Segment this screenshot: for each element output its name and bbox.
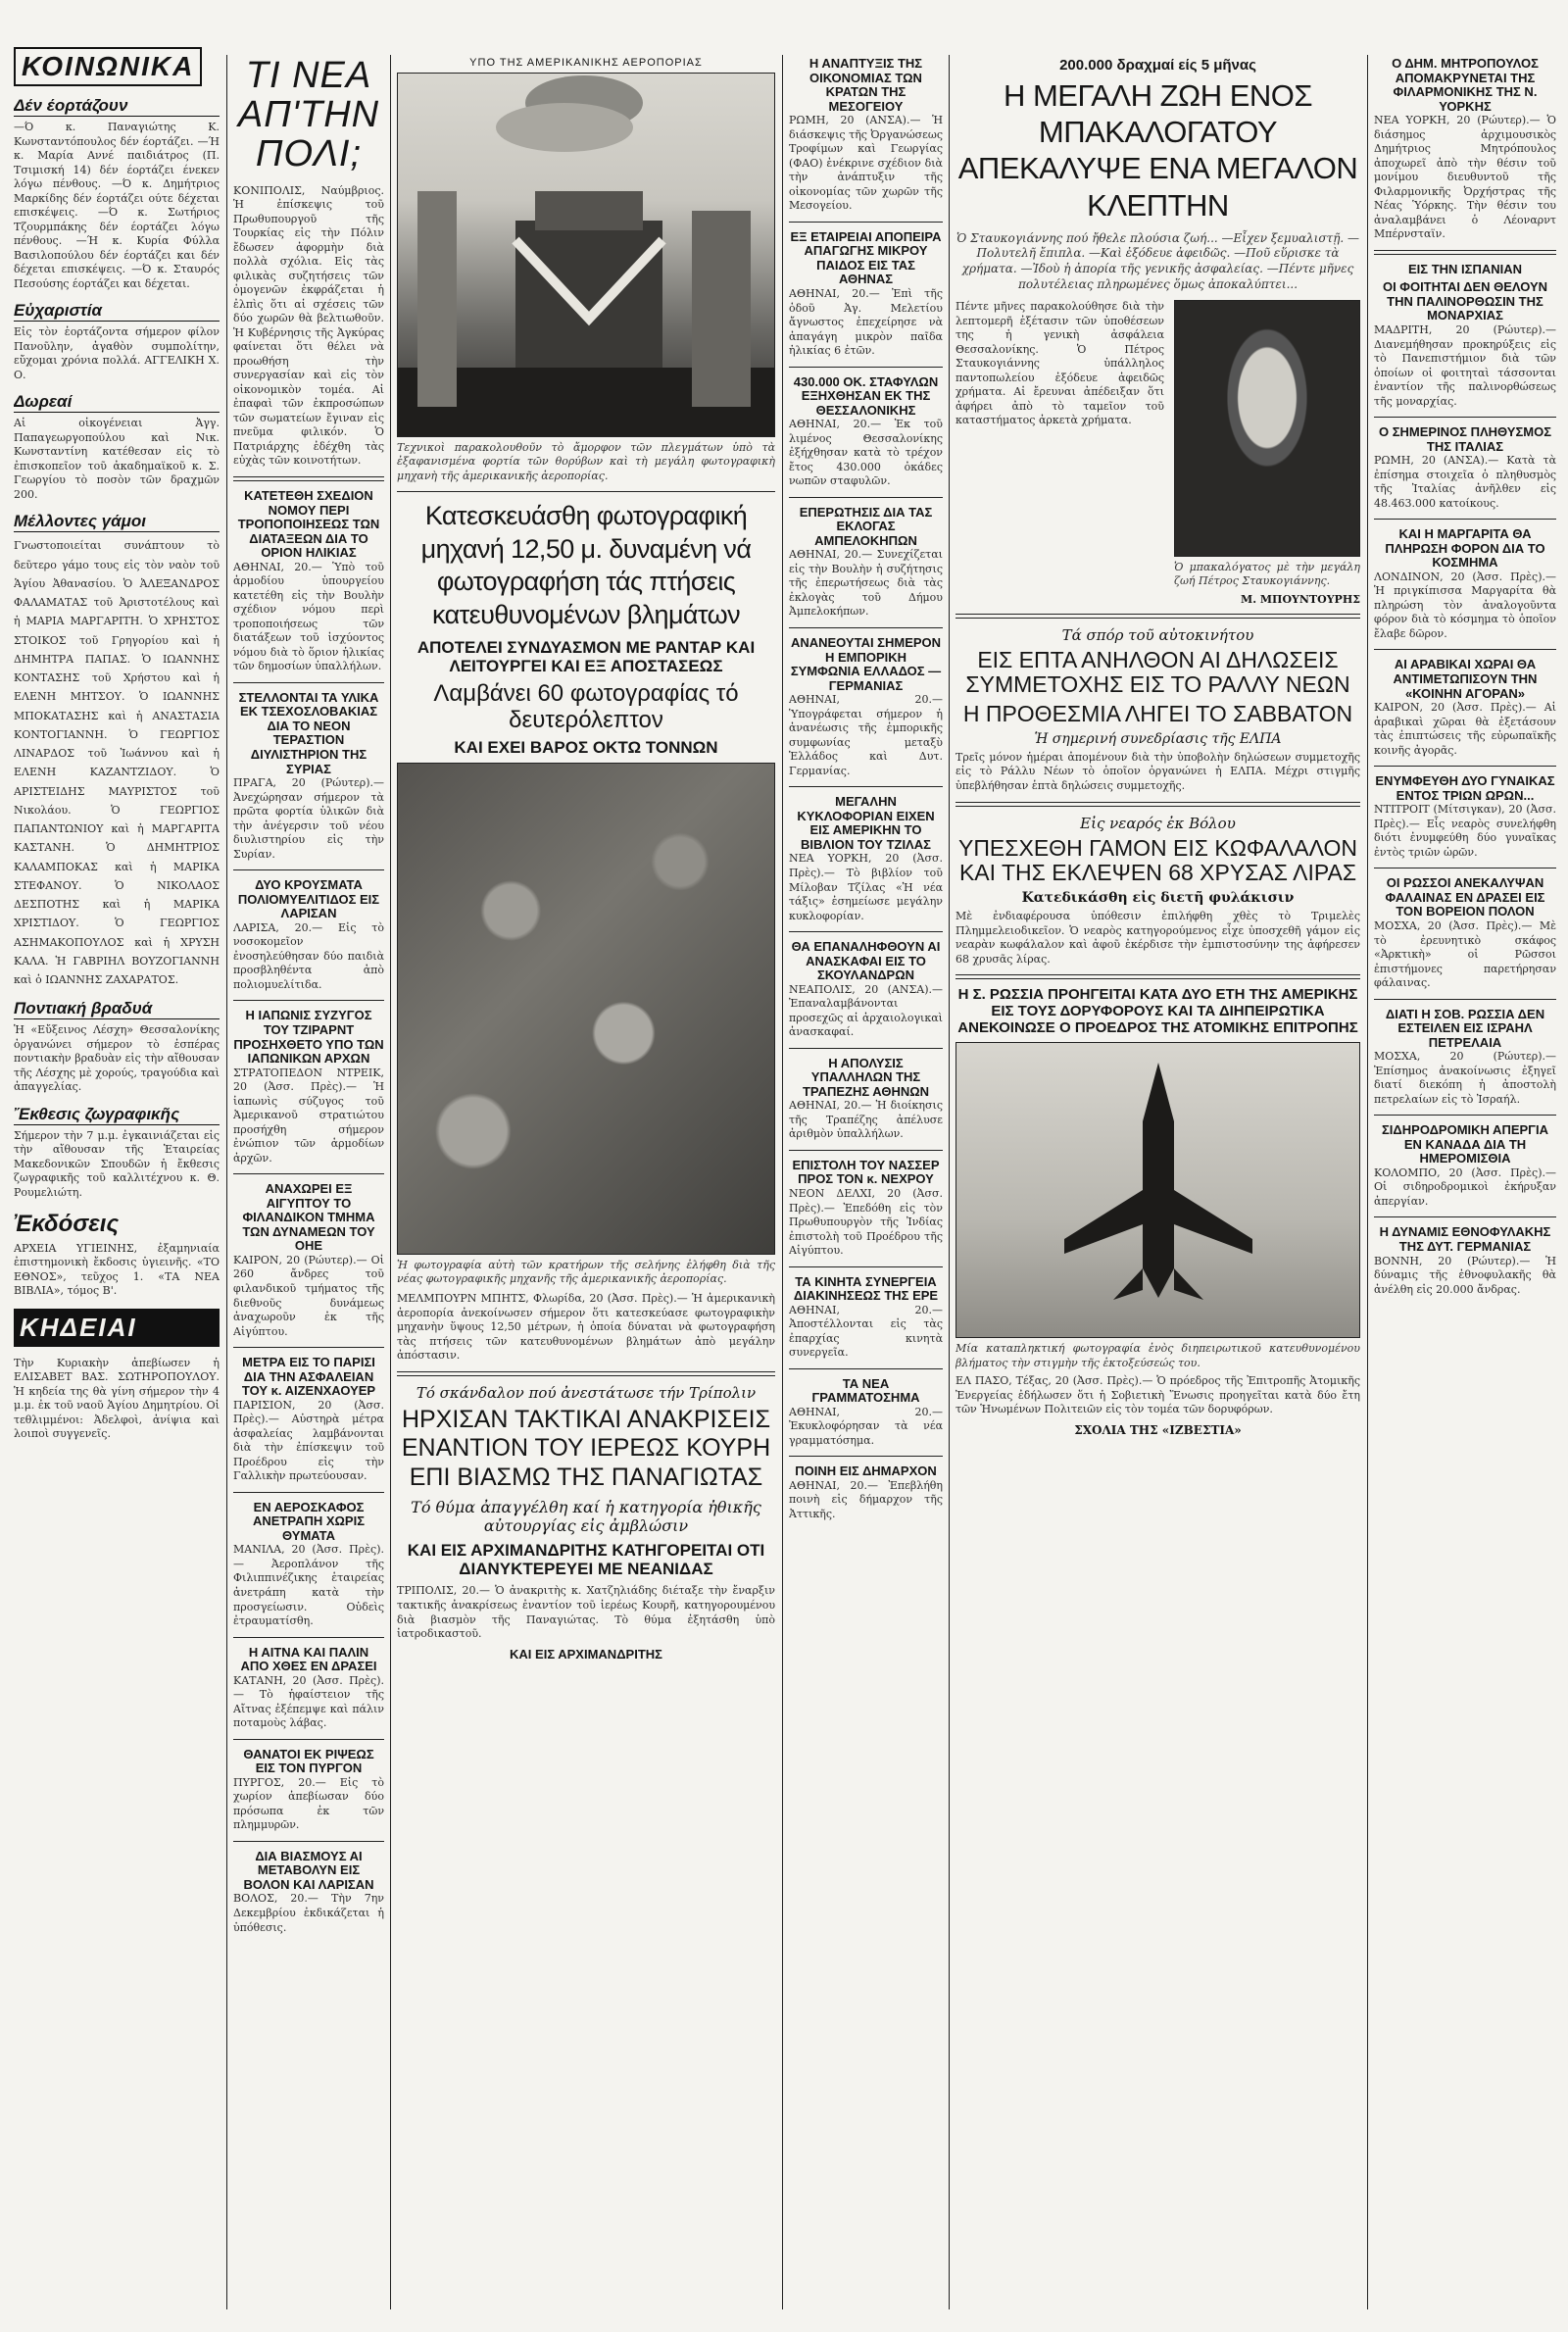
headline-syria-refinery: ΣΤΕΛΛΟΝΤΑΙ ΤΑ ΥΛΙΚΑ ΕΚ ΤΣΕΧΟΣΛΟΒΑΚΙΑΣ ΔΙΑ ΤΟ ΝΕΟΝ ΤΕΡΑΣΤΙΟΝ ΔΙΥΛΙΣΤΗΡΙΟΝ ΤΗΣ ΣΥΡΙΑΣ: [238, 689, 379, 776]
headline-whales: ΟΙ ΡΩΣΣΟΙ ΑΝΕΚΑΛΥΨΑΝ ΦΑΛΑΙΝΑΣ ΕΝ ΔΡΑΣΕΙ ΕΙΣ ΤΟΝ ΒΟΡΕΙΟΝ ΠΟΛΟΝ: [1385, 875, 1545, 919]
kicker-volos-youth: Εἰς νεαρός ἐκ Βόλου: [1080, 814, 1236, 832]
kicker-car-sports: Τά σπόρ τοῦ αὐτοκινήτου: [1061, 625, 1254, 644]
text-israel-oil: ΜΟΣΧΑ, 20 (Ρώυτερ).— Ἐπίσημος ἀνακοίνωσις ἐξηγεῖ διατί διεκόπη ἡ ἀποστολὴ πετρελαίων εἰς τὸ Ἰσραήλ.: [1374, 1050, 1556, 1106]
text-law-draft: ΑΘΗΝΑΙ, 20.— Ὑπὸ τοῦ ἁρμοδίου ὑπουργείου κατετέθη εἰς τὴν Βουλὴν σχέδιον νόμου περὶ τροποποιήσεως τῶν διατάξεων τοῦ ἰσχύοντος νόμου διὰ τὸ ὅριον ἡλικίας τῶν δημοσίων ὑπαλλήλων.: [233, 560, 384, 673]
headline-gold-sovereigns: ΥΠΕΣΧΕΘΗ ΓΑΜΟΝ ΕΙΣ ΚΩΦΑΛΑΛΟΝ ΚΑΙ ΤΗΣ ΕΚΛΕΨΕΝ 68 ΧΡΥΣΑΣ ΛΙΡΑΣ: [957, 834, 1357, 886]
subhead-donations: Δωρεαί: [14, 392, 220, 413]
caption-camera: Τεχνικοὶ παρακολουθοῦν τὸ ἄμορφον τῶν πλεγμάτων ὑπὸ τὰ ἐξαφανισμένα φορτία τῶν θορύβων καὶ τὴ μεγάλη φωτογραφικὴ μηχανὴ τῆς ἀμερικανικῆς ἀεροπορίας.: [397, 441, 775, 482]
text-no-celebration: —Ό κ. Παναγιώτης Κ. Κωνσταντόπουλος δέν έορτάζει. —Ή κ. Μαρία Αννέ παιδιάτρος (Π. Τσιμισκή 14) δέν έορτάζει ένεκεν λόγω πένθους. —Ό κ. Δημήτριος Μαρκίδης δέν έορτάζει ούτε δέχεται επισκέψεις. —Ό κ. Σωτήριος Τζουρμπάκης δέν έορτάζει λόγω πένθους. —Ή κ. Κυρία Φύλλα Βασιλοπούλου δέν έορτάζει και δέν δέχεται επισκέψεις. —Ό κ. Σταυρός Πεσούσης έορτάζει και δέχεται.: [14, 121, 220, 290]
subhead-sentenced: Κατεδικάσθη εἰς διετῆ φυλάκισιν: [1021, 890, 1295, 907]
headline-mediterranean: Η ΑΝΑΠΤΥΞΙΣ ΤΗΣ ΟΙΚΟΝΟΜΙΑΣ ΤΩΝ ΚΡΑΤΩΝ ΤΗΣ ΜΕΣΟΓΕΙΟΥ: [808, 57, 923, 114]
headline-excavations: ΘΑ ΕΠΑΝΑΛΗΦΘΟΥΝ ΑΙ ΑΝΑΣΚΑΦΑΙ ΕΙΣ ΤΟ ΣΚΟΥΛΑΝΔΡΩΝ: [791, 939, 941, 983]
headline-national-guard: Η ΔΥΝΑΜΙΣ ΕΘΝΟΦΥΛΑΚΗΣ ΤΗΣ ΔΥΤ. ΓΕΡΜΑΝΙΑΣ: [1379, 1224, 1551, 1254]
text-mitropoulos: ΝΕΑ ΥΟΡΚΗ, 20 (Ρώυτερ).— Ὁ διάσημος ἀρχιμουσικὸς Δημήτριος Μητρόπουλος ἀποχωρεῖ ἀπὸ τὴν θέσιν τοῦ μονίμου διευθυντοῦ τῆς Φιλαρμονικῆς Ὀρχήστρας τῆς Νέας Ὑόρκης. Τὴν θέσιν του ἀναλαμβάνει ὁ Λέοναρντ Μπέρνσταϊν.: [1374, 114, 1556, 241]
headline-paris-security: ΜΕΤΡΑ ΕΙΣ ΤΟ ΠΑΡΙΣΙ ΔΙΑ ΤΗΝ ΑΣΦΑΛΕΙΑΝ ΤΟΥ κ. ΑΙΖΕΝΧΑΟΥΕΡ: [241, 1355, 376, 1399]
headline-japanese-wife: Η ΙΑΠΩΝΙΣ ΣΥΖΥΓΟΣ ΤΟΥ ΤΖΙΡΑΡΝΤ ΠΡΟΣΗΧΘΕΤΟ ΥΠΟ ΤΩΝ ΙΑΠΩΝΙΚΩΝ ΑΡΧΩΝ: [233, 1008, 384, 1067]
text-abduction: ΑΘΗΝΑΙ, 20.— Ἐπὶ τῆς ὁδοῦ Ἀγ. Μελετίου ἄγνωστος ἐπεχείρησε νὰ ἀπαγάγη μικρὸν παῖδα ἡλικίας 6 ἐτῶν.: [789, 286, 943, 358]
text-thanks: Εἰς τὸν ἑορτάζοντα σήμερον φίλον Πανοῦλην, ἀγαθὸν συμπολίτην, εὔχομαι χρόνια πολλά. ΑΓΓΕΛΙΚΗ Χ. Ο.: [14, 325, 220, 381]
headline-60-photos: Λαμβάνει 60 φωτογραφίας τό δευτερόλεπτον: [433, 679, 739, 733]
text-whales: ΜΟΣΧΑ, 20 (Ἀσσ. Πρὲς).— Μὲ τὸ ἐρευνητικὸ σκάφος «Ἀρκτικὴ» οἱ Ρῶσσοι ἐπιστήμονες παρετήρησαν φάλαινας.: [1374, 918, 1556, 990]
text-trade-agreement: ΑΘΗΝΑΙ, 20.— Ὑπογράφεται σήμερον ἡ ἀνανέωσις τῆς ἐμπορικῆς συμφωνίας μεταξὺ Ἑλλάδος καὶ Δυτ. Γερμανίας.: [789, 693, 943, 777]
headline-rail-strike: ΣΙΔΗΡΟΔΡΟΜΙΚΗ ΑΠΕΡΓΙΑ ΕΝ ΚΑΝΑΔΑ ΔΙΑ ΤΗ ΗΜΕΡΟΜΙΣΘΙΑ: [1382, 1122, 1548, 1166]
photo-moon-craters: [397, 763, 775, 1255]
text-aircraft: ΜΑΝΙΛΑ, 20 (Ἀσσ. Πρὲς).— Ἀεροπλάνον τῆς Φιλιππινέζικης ἑταιρείας ἀνετράπη κατὰ τὴν προσγείωσιν. Οὐδεὶς ἐτραυματίσθη.: [233, 1543, 384, 1628]
headline-polio-larisa: ΔΥΟ ΚΡΟΥΣΜΑΤΑ ΠΟΛΙΟΜΥΕΛΙΤΙΔΟΣ ΕΙΣ ΛΑΡΙΣΑΝ: [237, 877, 380, 921]
feature-title-city: ΤΙ ΝΕΑ ΑΠ'ΤΗΝ ΠΟΛΙ;: [237, 57, 380, 174]
headline-priest-investigation: ΗΡΧΙΣΑΝ ΤΑΚΤΙΚΑΙ ΑΝΑΚΡΙΣΕΙΣ ΕΝΑΝΤΙΟΝ ΤΟΥ ΙΕΡΕΩΣ ΚΟΥΡΗ ΕΠΙ ΒΙΑΣΜΩ ΤΗΣ ΠΑΝΑΓΙΩΤΑΣ: [401, 1405, 771, 1491]
kicker-200000: 200.000 δραχμαί είς 5 μῆνας: [1059, 57, 1256, 74]
headline-archimandrite: ΚΑΙ ΕΙΣ ΑΡΧΙΜΑΝΔΡΙΤΗΣ ΚΑΤΗΓΟΡΕΙΤΑΙ ΟΤΙ ΔΙΑΝΥΚΤΕΡΕΥΕΙ ΜΕ ΝΕΑΝΙΔΑΣ: [407, 1541, 765, 1579]
headline-volos: ΔΙΑ ΒΙΑΣΜΟΥΣ ΑΙ ΜΕΤΑΒΟΛΥΝ ΕΙΣ ΒΟΛΟΝ ΚΑΙ ΛΑΡΙΣΑΝ: [243, 1848, 374, 1892]
headline-weight: ΚΑΙ ΕΧΕΙ ΒΑΡΟΣ ΟΚΤΩ ΤΟΝΝΩΝ: [454, 737, 718, 757]
column-briefs-left: [233, 57, 384, 2321]
text-pyrgos: ΠΥΡΓΟΣ, 20.— Εἰς τὸ χωρίον ἀπεβίωσαν δύο πρόσωπα ἐκ τῶν πλημμυρῶν.: [233, 1775, 384, 1832]
text-mobile-units: ΑΘΗΝΑΙ, 20.— Ἀποστέλλονται εἰς τὰς ἐπαρχίας κινητὰ συνεργεῖα.: [789, 1303, 943, 1360]
headline-etna: Η ΑΙΤΝΑ ΚΑΙ ΠΑΛΙΝ ΑΠΟ ΧΘΕΣ ΕΝ ΔΡΑΣΕΙ: [240, 1644, 377, 1674]
headline-mobile-units: ΤΑ ΚΙΝΗΤΑ ΣΥΝΕΡΓΕΙΑ ΔΙΑΚΙΝΗΣΕΩΣ ΤΗΣ ΕΡΕ: [793, 1273, 939, 1304]
subhead-elpa: Ἡ σημερινή συνεδρίασις τῆς ΕΛΠΑ: [1034, 730, 1282, 747]
text-polio-larisa: ΛΑΡΙΣΑ, 20.— Εἰς τὸ νοσοκομεῖον ἐνοσηλεύθησαν δύο παιδιὰ προσβληθέντα ἀπὸ πολιομυελίτιδα.: [233, 920, 384, 991]
headline-deadline: Η ΠΡΟΘΕΣΜΙΑ ΛΗΓΕΙ ΤΟ ΣΑΒΒΑΤΟΝ: [962, 701, 1353, 727]
headline-stamps: ΤΑ ΝΕΑ ΓΡΑΜΜΑΤΟΣΗΜΑ: [811, 1375, 920, 1406]
text-stamps: ΑΘΗΝΑΙ, 20.— Ἐκυκλοφόρησαν τὰ νέα γραμματόσημα.: [789, 1405, 943, 1447]
text-russia-ahead: ΕΛ ΠΑΣΟ, Τέξας, 20 (Ἀσσ. Πρὲς).— Ὁ πρόεδρος τῆς Ἐπιτροπῆς Ἀτομικῆς Ἐνεργείας ἐδήλωσεν ὅτι ἡ Σοβιετικὴ Ἕνωσις προηγεῖται κατὰ δύο ἔτη τῶν Ἡνωμένων Πολιτειῶν εἰς τὸν τομέα τῶν δορυφόρων.: [956, 1374, 1360, 1416]
text-national-guard: ΒΟΝΝΗ, 20 (Ρώυτερ).— Ἡ δύναμις τῆς ἐθνοφυλακῆς θὰ ἀνέλθη εἰς 20.000 ἄνδρας.: [1374, 1254, 1556, 1296]
headline-camera: Κατεσκευάσθη φωτογραφική μηχανή 12,50 μ. δυναμένη νά φωτογραφήση τάς πτήσεις κατευθυνομένων βλημάτων: [420, 500, 752, 630]
text-rail-strike: ΚΟΛΟΜΠΟ, 20 (Ἀσσ. Πρὲς).— Οἱ σιδηροδρομικοὶ ἐκήρυξαν ἀπεργίαν.: [1374, 1166, 1556, 1208]
headline-abduction: ΕΞ ΕΤΑΙΡΕΙΑΙ ΑΠΟΠΕΙΡΑ ΑΠΑΓΩΓΗΣ ΜΙΚΡΟΥ ΠΑΙΔΟΣ ΕΙΣ ΤΑΣ ΑΘΗΝΑΣ: [790, 228, 942, 287]
headline-law-draft: ΚΑΤΕΤΕΘΗ ΣΧΕΔΙΟΝ ΝΟΜΟΥ ΠΕΡΙ ΤΡΟΠΟΠΟΙΗΣΕΩΣ ΤΩΝ ΔΙΑΤΑΞΕΩΝ ΔΙΑ ΤΟ ΟΡΙΟΝ ΗΛΙΚΙΑΣ: [237, 487, 380, 561]
text-mediterranean: ΡΩΜΗ, 20 (ΑΝΣΑ).— Ἡ διάσκεψις τῆς Ὀργανώσεως Τροφίμων καὶ Γεωργίας (ΦΑΟ) ἐνέκρινε σχέδιον διὰ τὴν ἀνάπτυξιν τῆς οἰκονομίας τῶν χωρῶν τῆς Μεσογείου.: [789, 114, 943, 213]
camera-illustration: [398, 74, 775, 436]
text-excavations: ΝΕΑΠΟΛΙΣ, 20 (ΑΝΣΑ).— Ἐπαναλαμβάνονται προσεχῶς αἱ ἀρχαιολογικαὶ ἀνασκαφαί.: [789, 982, 943, 1039]
headline-two-wives: ΕΝΥΜΦΕΥΘΗ ΔΥΟ ΓΥΝΑΙΚΑΣ ΕΝΤΟΣ ΤΡΙΩΝ ΩΡΩΝ...: [1375, 773, 1555, 803]
missile-illustration: [956, 1043, 1360, 1337]
column-world-briefs: [1374, 57, 1556, 2321]
text-grapes: ΑΘΗΝΑΙ, 20.— Ἐκ τοῦ λιμένος Θεσσαλονίκης ἐξήχθησαν κατὰ τὸ τρέχον ἔτος 430.000 ὀκάδες νωπῶν σταφυλῶν.: [789, 418, 943, 488]
text-gold-sovereigns: Μὲ ἐνδιαφέρουσα ὑπόθεσιν ἐπιλήφθη χθὲς τὸ Τριμελὲς Πλημμελειοδικεῖον. Ὁ νεαρὸς κατηγορούμενος εἶχε ὑποσχεθῆ γάμον εἰς νεαρὰν κωφάλαλον καὶ ἀφοῦ ἐκέρδισε τὴν ἐμπιστοσύνην της ἀφήρεσεν 68 χρυσᾶς λίρας.: [956, 910, 1360, 966]
headline-radar: ΑΠΟΤΕΛΕΙ ΣΥΝΔΥΑΣΜΟΝ ΜΕ ΡΑΝΤΑΡ ΚΑΙ ΛΕΙΤΟΥΡΓΕΙ ΚΑΙ ΕΞ ΑΠΟΣΤΑΣΕΩΣ: [416, 637, 756, 675]
headline-mitropoulos: Ο ΔΗΜ. ΜΗΤΡΟΠΟΥΛΟΣ ΑΠΟΜΑΚΡΥΝΕΤΑΙ ΤΗΣ ΦΙΛΑΡΜΟΝΙΚΗΣ ΤΗΣ Ν. ΥΟΡΚΗΣ: [1392, 57, 1539, 114]
text-elections: ΑΘΗΝΑΙ, 20.— Συνεχίζεται εἰς τὴν Βουλὴν ἡ συζήτησις τῆς ἐπερωτήσεως διὰ τὰς ἐκλογὰς τοῦ Δήμου Ἀμπελοκήπων.: [789, 548, 943, 619]
subhead-thanks: Εὐχαριστία: [14, 301, 220, 322]
text-priest-story: ΤΡΙΠΟΛΙΣ, 20.— Ὁ ἀνακριτὴς κ. Χατζηλιάδης διέταξε τὴν ἔναρξιν τακτικῆς ἀνακρίσεως ἐναντίον τοῦ ἱερέως Κουρῆ, κατηγορουμένου διὰ βιασμὸν τῆς Παναγιώτας. Τὸ θύμα ἐξητάσθη ὑπὸ ἰατροδικαστοῦ.: [397, 1584, 775, 1641]
subhead-exhibition: Ἔκθεσις ζωγραφικῆς: [14, 1105, 220, 1125]
text-pontic-evening: Ἡ «Εὔξεινος Λέσχη» Θεσσαλονίκης ὀργανώνει σήμερον τὸ ἑσπέρας ποντιακὴν βραδυὰν εἰς τὴν αἴθουσαν τῆς Λέσχης μὲ χορούς, τραγούδια καὶ ἀπαγγελίας.: [14, 1023, 220, 1094]
text-funerals: Τὴν Κυριακὴν ἀπεβίωσεν ἡ ΕΛΙΣΑΒΕΤ ΒΑΣ. ΣΩΤΗΡΟΠΟΥΛΟΥ. Ἡ κηδεία της θὰ γίνη σήμερον τὴν 4 μ.μ. ἐκ τοῦ ναοῦ Ἁγίου Δημητρίου. Οἱ τεθλιμμένοι: Ἀδελφοὶ, ἀνίψια καὶ λοιποὶ συγγενεῖς.: [14, 1356, 220, 1441]
column-briefs-mid: [789, 57, 943, 2321]
column-grocer-story: [956, 57, 1360, 2321]
headline-russia-ahead: Η Σ. ΡΩΣΣΙΑ ΠΡΟΗΓΕΙΤΑΙ ΚΑΤΑ ΔΥΟ ΕΤΗ ΤΗΣ ΑΜΕΡΙΚΗΣ ΕΙΣ ΤΟΥΣ ΔΟΡΥΦΟΡΟΥΣ ΚΑΙ ΤΑ ΔΙΗΠΕΙΡΩΤΙΚΑ ΑΝΕΚΟΙΝΩΣΕ Ο ΠΡΟΕΔΡΟΣ ΤΗΣ ΑΤΟΜΙΚΗΣ ΕΠΙΤΡΟΠΗΣ: [957, 986, 1358, 1036]
text-japanese-wife: ΣΤΡΑΤΟΠΕΔΟΝ ΝΤΡΕΙΚ, 20 (Ἀσσ. Πρὲς).— Ἡ ἰαπωνὶς σύζυγος τοῦ Ἀμερικανοῦ στρατιώτου προσήχθη σήμερον ἐνώπιον τῶν ἁρμοδίων ἀρχῶν.: [233, 1066, 384, 1165]
headline-bank-dismissal: Η ΑΠΟΛΥΣΙΣ ΥΠΑΛΛΗΛΩΝ ΤΗΣ ΤΡΑΠΕΖΗΣ ΑΘΗΝΩΝ: [802, 1055, 930, 1099]
text-camera-story: ΜΕΛΜΠΟΥΡΝ ΜΠΗΤΣ, Φλωρίδα, 20 (Ἀσσ. Πρὲς).— Ἡ ἀμερικανικὴ ἀεροπορία ἀνεκοίνωσεν σήμερον ὅτι κατεσκεύασε φωτογραφικὴν μηχανὴν ὕψους 12,50 μέτρων, ἡ ὁποία δύναται νὰ φωτογραφήση τὰς πτήσεις τῶν κατευθυνομένων βλημάτων ἀπὸ μεγάλην ἀπόστασιν.: [397, 1292, 775, 1363]
subhead-victim: Τό θύμα ἀπαγγέλθη καί ἡ κατηγορία ἠθικῆς αὐτουργίας εἰς ἀμβλώσιν: [411, 1498, 761, 1536]
text-mayor-penalty: ΑΘΗΝΑΙ, 20.— Ἐπεβλήθη ποινὴ εἰς δήμαρχον τῆς Ἀττικῆς.: [789, 1478, 943, 1520]
text-syria-refinery: ΠΡΑΓΑ, 20 (Ρώυτερ).— Ἀνεχώρησαν σήμερον τὰ πρῶτα φορτία ὑλικῶν διὰ τὴν ἀνέγερσιν τοῦ νέου διυλιστηρίου εἰς τὴν Συρίαν.: [233, 776, 384, 861]
feature-text-city: ΚΟΝΙΠΟΛΙΣ, Ναύμβριος. Ἡ ἐπίσκεψις τοῦ Πρωθυπουργοῦ τῆς Τουρκίας εἰς τὴν Πόλιν ἔδωσεν ἀφορμὴν διὰ πολλὰ σχόλια. Εἰς τὰς φιλικὰς συζητήσεις τῶν ὁμογενῶν ἐκφράζεται ἡ ἐλπὶς ὅτι αἱ σχέσεις τῶν δύο χωρῶν θὰ βελτιωθοῦν. Ἡ Κυβέρνησις τῆς Ἀγκύρας φαίνεται ὅτι θέλει νὰ προωθήση τὴν συνεργασίαν καὶ εἰς τὸν οἰκονομικὸν τομέα. Αἱ ἐπαφαὶ τῶν ἐκπροσώπων τῶν σωματείων ἔγιναν εἰς πνεῦμα φιλικόν. Ὁ Πατριάρχης ἐδέχθη τὰς εὐχὰς τῶν κοινοτήτων.: [233, 183, 384, 468]
headline-margaret-tax: ΚΑΙ Η ΜΑΡΓΑΡΙΤΑ ΘΑ ΠΛΗΡΩΣΗ ΦΟΡΟΝ ΔΙΑ ΤΟ ΚΟΣΜΗΜΑ: [1385, 526, 1545, 571]
headline-finnish-un: ΑΝΑΧΩΡΕΙ ΕΞ ΑΙΓΥΠΤΟΥ ΤΟ ΦΙΛΑΝΔΙΚΟΝ ΤΜΗΜΑ ΤΩΝ ΔΥΝΑΜΕΩΝ ΤΟΥ ΟΗΕ: [242, 1181, 375, 1254]
headline-aircraft: ΕΝ ΑΕΡΟΣΚΑΦΟΣ ΑΝΕΤΡΑΠΗ ΧΩΡΙΣ ΘΥΜΑΤΑ: [252, 1499, 366, 1543]
text-students-monarchy: ΜΑΔΡΙΤΗ, 20 (Ρώυτερ).— Διανεμήθησαν προκηρύξεις εἰς τὸ Πανεπιστήμιον διὰ τῶν ὁποίων οἱ φοιτηταὶ τάσσονται ἐναντίον τῆς παλινορθώσεως τῆς μοναρχίας.: [1374, 323, 1556, 408]
subhead-publications: Ἐκδόσεις: [14, 1210, 120, 1237]
text-italy-population: ΡΩΜΗ, 20 (ΑΝΣΑ).— Κατὰ τὰ ἐπίσημα στοιχεῖα ὁ πληθυσμὸς τῆς Ἰταλίας ἀνῆλθεν εἰς 48.463.000 κατοίκους.: [1374, 454, 1556, 510]
kicker-tripoli-scandal: Τό σκάνδαλον πού ἀνεστάτωσε τήν Τρίπολιν: [416, 1383, 757, 1402]
column-social: [14, 47, 220, 2321]
headline-pyrgos: ΘΑΝΑΤΟΙ ΕΚ ΡΙΨΕΩΣ ΕΙΣ ΤΟΝ ΠΥΡΓΟΝ: [243, 1746, 374, 1776]
photo-giant-camera: [397, 73, 775, 437]
footer-izvestia: ΣΧΟΛΙΑ ΤΗΣ «ΙΖΒΕΣΤΙΑ»: [1074, 1422, 1242, 1437]
text-djilas-book: ΝΕΑ ΥΟΡΚΗ, 20 (Ἀσσ. Πρὲς).— Τὸ βιβλίον τοῦ Μίλοβαν Τζίλας «Ἡ νέα τάξις» ἐσημείωσε μεγάλην κυκλοφορίαν.: [789, 852, 943, 922]
section-title-funerals: ΚΗΔΕΙΑΙ: [20, 1312, 137, 1342]
text-finnish-un: ΚΑΙΡΟΝ, 20 (Ρώυτερ).— Οἱ 260 ἄνδρες τοῦ φιλανδικοῦ τμήματος τῆς διεθνοῦς δυνάμεως ἀναχωροῦν ἐκ τῆς Αἰγύπτου.: [233, 1253, 384, 1338]
byline: Μ. ΜΠΟΥΝΤΟΥΡΗΣ: [1241, 592, 1360, 606]
headline-djilas-book: ΜΕΓΑΛΗΝ ΚΥΚΛΟΦΟΡΙΑΝ ΕΙΧΕΝ ΕΙΣ ΑΜΕΡΙΚΗΝ ΤΟ ΒΙΒΛΙΟΝ ΤΟΥ ΤΖΙΛΑΣ: [797, 794, 935, 852]
headline-grapes: 430.000 ΟΚ. ΣΤΑΦΥΛΩΝ ΕΞΗΧΘΗΣΑΝ ΕΚ ΤΗΣ ΘΕΣΣΑΛΟΝΙΚΗΣ: [793, 373, 939, 418]
text-donations: Αἱ οἰκογένειαι Ἀγγ. Παπαγεωργοπούλου καὶ Νικ. Κωνσταντίνη κατέθεσαν εἰς τὸ ἐπισκοπεῖον τοῦ ἀκαδημαϊκοῦ κ. Σ. Γεωργίου τὸ ποσὸν τῶν δραχμῶν 200.: [14, 417, 220, 501]
headline-mayor-penalty: ΠΟΙΝΗ ΕΙΣ ΔΗΜΑΡΧΟΝ: [795, 1464, 937, 1479]
headline-students-monarchy: ΟΙ ΦΟΙΤΗΤΑΙ ΔΕΝ ΘΕΛΟΥΝ ΤΗΝ ΠΑΛΙΝΟΡΘΩΣΙΝ ΤΗΣ ΜΟΝΑΡΧΙΑΣ: [1382, 279, 1548, 323]
text-arab-market: ΚΑΙΡΟΝ, 20 (Ἀσσ. Πρὲς).— Αἱ ἀραβικαὶ χῶραι θὰ ἐξετάσουν τὰς ἐπιπτώσεις τῆς εὐρωπαϊκῆς κοινῆς ἀγορᾶς.: [1374, 701, 1556, 757]
subhead-archimandrite: ΚΑΙ ΕΙΣ ΑΡΧΙΜΑΝΔΡΙΤΗΣ: [510, 1646, 662, 1662]
text-publications: ΑΡΧΕΙΑ ΥΓΙΕΙΝΗΣ, ἐξαμηνιαία ἐπιστημονικὴ ἔκδοσις ὑγιεινῆς. «ΤΟ ΕΘΝΟΣ», τεῦχος 1. «ΤΑ ΝΕΑ ΒΙΒΛΙΑ», τόμος Β'.: [14, 1241, 220, 1298]
headline-spain: ΕΙΣ ΤΗΝ ΙΣΠΑΝΙΑΝ: [1408, 261, 1522, 276]
text-bank-dismissal: ΑΘΗΝΑΙ, 20.— Ἡ διοίκησις τῆς Τραπέζης ἀπέλυσε ἀριθμὸν ὑπαλλήλων.: [789, 1099, 943, 1141]
text-nasser-letter: ΝΕΟΝ ΔΕΛΧΙ, 20 (Ἀσσ. Πρὲς).— Ἐπεδόθη εἰς τὸν Πρωθυπουργὸν τῆς Ἰνδίας ἐπιστολὴ τοῦ Προέδρου τῆς Αἰγύπτου.: [789, 1187, 943, 1258]
headline-grocer-thief: Η ΜΕΓΑΛΗ ΖΩΗ ΕΝΟΣ ΜΠΑΚΑΛΟΓΑΤΟΥ ΑΠΕΚΑΛΥΨΕ ΕΝΑ ΜΕΓΑΛΟΝ ΚΛΕΠΤΗΝ: [957, 78, 1358, 223]
photo-grocer: [1174, 300, 1360, 557]
column-camera-story: [397, 57, 775, 2321]
headline-israel-oil: ΔΙΑΤΙ Η ΣΟΒ. ΡΩΣΣΙΑ ΔΕΝ ΕΣΤΕΙΛΕΝ ΕΙΣ ΙΣΡΑΗΛ ΠΕΤΡΕΛΑΙΑ: [1385, 1006, 1545, 1050]
photo-missile: [956, 1042, 1360, 1338]
headline-arab-market: ΑΙ ΑΡΑΒΙΚΑΙ ΧΩΡΑΙ ΘΑ ΑΝΤΙΜΕΤΩΠΙΣΟΥΝ ΤΗΝ «ΚΟΙΝΗΝ ΑΓΟΡΑΝ»: [1393, 657, 1538, 701]
text-rally: Τρεῖς μόνον ἡμέραι ἀπομένουν διὰ τὴν ὑποβολὴν δηλώσεων συμμετοχῆς εἰς τὸ Ράλλυ Νέων τὸ ὁποῖον ὀργανώνει ἡ ΕΛΠΑ. Μέχρι στιγμῆς ὑπεβλήθησαν ἑπτὰ δηλώσεις συμμετοχῆς.: [956, 750, 1360, 792]
quote-grocer: Ὁ Σταυκογιάννης πού ἤθελε πλούσια ζωή... —Εἶχεν ξεμυαλιστῇ. —Πολυτελῆ ἔπιπλα. —Καὶ ἐξόδευε ἀφειδῶς. —Ποῦ εὕρισκε τὰ χρήματα. —Ἰδοὺ ἡ ἀπορία τῆς γενικῆς ἀσφαλείας. —Πέντε μῆνες πολυτέλειας πληρωμένες ὅμως ἀποκαλύπτει...: [956, 230, 1360, 291]
text-two-wives: ΝΤΙΤΡΟΙΤ (Μίτσιγκαν), 20 (Ἀσσ. Πρὲς).— Εἷς νεαρὸς συνελήφθη διότι ἐνυμφεύθη δύο γυναῖκας ἐντὸς τριῶν ὡρῶν.: [1374, 803, 1556, 859]
text-grocer-story: Πέντε μῆνες παρακολούθησε διὰ τὴν λεπτομερῆ ἐξέτασιν τῶν ὑποθέσεων της ἡ γενικὴ ἀσφάλεια Θεσσαλονίκης. Ὁ Πέτρος Σταυκογιάννης ὑπάλληλος παντοπωλείου ἐξόδευε ἀφειδῶς χρήματα. Αἱ ἔρευναι ἀπέδειξαν ὅτι ἀφήρει ἀπὸ τὸ ταμεῖον τοῦ καταστήματος ἀρκετὰ χρήματα.: [956, 300, 1164, 427]
headline-trade-agreement: ΑΝΑΝΕΟΥΤΑΙ ΣΗΜΕΡΟΝ Η ΕΜΠΟΡΙΚΗ ΣΥΜΦΩΝΙΑ ΕΛΛΑΔΟΣ — ΓΕΡΜΑΝΙΑΣ: [790, 635, 942, 693]
subhead-weddings: Μέλλοντες γάμοι: [14, 512, 220, 532]
caption-grocer: Ὁ μπακαλόγατος μὲ τὴν μεγάλη ζωή Πέτρος Σταυκογιάννης.: [1174, 561, 1360, 588]
subhead-no-celebration: Δέν έορτάζουν: [14, 96, 220, 117]
text-paris-security: ΠΑΡΙΣΙΟΝ, 20 (Ἀσσ. Πρὲς).— Αὐστηρὰ μέτρα ἀσφαλείας λαμβάνονται διὰ τὴν ἐπίσκεψιν τοῦ Προέδρου εἰς τὴν Γαλλικὴν πρωτεύουσαν.: [233, 1398, 384, 1483]
headline-italy-population: Ο ΣΗΜΕΡΙΝΟΣ ΠΛΗΘΥΣΜΟΣ ΤΗΣ ΙΤΑΛΙΑΣ: [1378, 424, 1552, 454]
text-weddings: Γνωστοποιείται συνάπτουν τὸ δεῦτερο γάμο τους εἰς τὸν ναὸν τοῦ Ἁγίου Ἀθανασίου. Ὁ ἈΛΕΞΑΝΔΡΟΣ ΦΑΛΑΜΑΤΑΣ τοῦ Ἀριστοτέλους καὶ ἡ ΜΑΡΙΑ ΜΑΡΓΑΡΙΤΗ. Ὁ ΧΡΗΣΤΟΣ ΣΤΟΙΚΟΣ τοῦ Γρηγορίου καὶ ἡ ΔΗΜΗΤΡΑ ΠΑΠΑΣ. Ὁ ΙΩΑΝΝΗΣ ΚΟΝΤΑΣΗΣ τοῦ Χρήστου καὶ ἡ ΕΛΕΝΗ ΜΗΤΣΟΥ. Ὁ ΙΩΑΝΝΗΣ ΜΠΟΚΑΤΑΣΗΣ καὶ ἡ ΑΝΑΣΤΑΣΙΑ ΚΟΝΤΟΓΙΑΝΝΗ. Ὁ ΓΕΩΡΓΙΟΣ ΛΙΝΑΡΔΟΣ τοῦ Ἰωάννου καὶ ἡ ΕΛΕΝΗ ΚΑΖΑΝΤΖΙΔΟΥ. Ὁ ΑΡΙΣΤΕΙΔΗΣ ΜΑΥΡΙΣΤΟΣ τοῦ Νικολάου. Ὁ ΓΕΩΡΓΙΟΣ ΠΑΠΑΝΤΩΝΙΟΥ καὶ ἡ ΜΑΡΓΑΡΙΤΑ ΚΑΣΤΑΝΗ. Ὁ ΔΗΜΗΤΡΙΟΣ ΚΑΛΑΜΠΟΚΑΣ καὶ ἡ ΜΑΡΙΚΑ ΣΤΕΦΑΝΟΥ. Ὁ ΝΙΚΟΛΑΟΣ ΔΕΣΠΟΤΗΣ καὶ ἡ ΜΑΡΙΚΑ ΧΡΙΣΤΙΔΟΥ. Ὁ ΓΕΩΡΓΙΟΣ ΑΣΗΜΑΚΟΠΟΥΛΟΣ καὶ ἡ ΧΡΥΣΗ ΚΑΛΑ. Ἡ ΓΑΒΡΙΗΛ ΒΟΥΖΟΓΙΑΝΝΗ καὶ ὁ ΙΩΑΝΝΗΣ ΖΑΧΑΡΑΤΟΣ.: [14, 539, 220, 987]
section-title-social: ΚΟΙΝΩΝΙΚΑ: [14, 47, 202, 86]
headline-rally-entries: ΕΙΣ ΕΠΤΑ ΑΝΗΛΘΟΝ ΑΙ ΔΗΛΩΣΕΙΣ ΣΥΜΜΕΤΟΧΗΣ ΕΙΣ ΤΟ ΡΑΛΛΥ ΝΕΩΝ: [965, 646, 1350, 698]
text-volos: ΒΟΛΟΣ, 20.— Τὴν 7ην Δεκεμβρίου ἐκδικάζεται ἡ ὑπόθεσις.: [233, 1892, 384, 1934]
text-exhibition: Σήμερον τὴν 7 μ.μ. ἐγκαινιάζεται εἰς τὴν αἴθουσαν τῆς Ἑταιρείας Μακεδονικῶν Σπουδῶν ἡ ἔκθεσις ζωγραφικῆς τοῦ καλλιτέχνου κ. Θ. Ρουμελιώτη.: [14, 1128, 220, 1199]
text-margaret-tax: ΛΟΝΔΙΝΟΝ, 20 (Ἀσσ. Πρὲς).— Ἡ πριγκίπισσα Μαργαρίτα θὰ πληρώση τὸν ἀναλογοῦντα φόρον διὰ τὸ κόσμημα τὸ ὁποῖον ἔλαβε δῶρον.: [1374, 570, 1556, 640]
caption-missile: Μία καταπληκτική φωτογραφία ἑνὸς διηπειρωτικοῦ κατευθυνομένου βλήματος τὴν στιγμὴν τῆς ἐκτοξεύσεώς του.: [956, 1342, 1360, 1369]
subhead-pontic-evening: Ποντιακή βραδυά: [14, 999, 220, 1019]
headline-elections: ΕΠΕΡΩΤΗΣΙΣ ΔΙΑ ΤΑΣ ΕΚΛΟΓΑΣ ΑΜΠΕΛΟΚΗΠΩΝ: [799, 504, 933, 548]
text-etna: ΚΑΤΑΝΗ, 20 (Ἀσσ. Πρὲς).— Τὸ ἡφαίστειον τῆς Αἴτνας ἐξέπεμψε καὶ πάλιν ποταμοὺς λάβας.: [233, 1673, 384, 1730]
headline-nasser-letter: ΕΠΙΣΤΟΛΗ ΤΟΥ ΝΑΣΣΕΡ ΠΡΟΣ ΤΟΝ κ. ΝΕΧΡΟΥ: [792, 1157, 940, 1187]
kicker-air-force: ΥΠΟ ΤΗΣ ΑΜΕΡΙΚΑΝΙΚΗΣ ΑΕΡΟΠΟΡΙΑΣ: [469, 57, 703, 69]
caption-moon: Ἡ φωτογραφία αὐτὴ τῶν κρατήρων τῆς σελήνης ἐλήφθη διὰ τῆς νέας φωτογραφικῆς μηχανῆς τῆς ἀμερικανικῆς ἀεροπορίας.: [397, 1258, 775, 1286]
